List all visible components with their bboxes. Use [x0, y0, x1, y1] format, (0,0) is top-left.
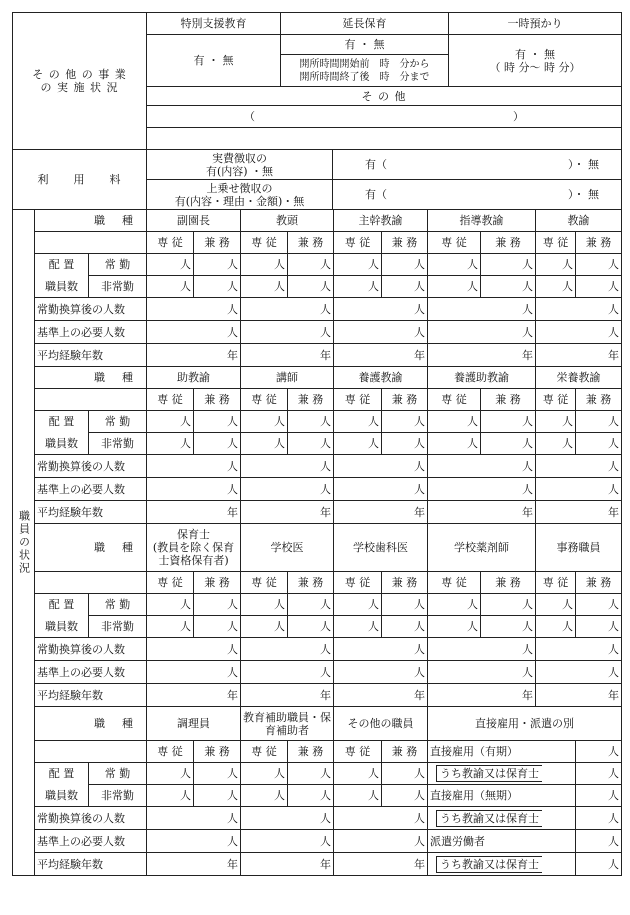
required-input[interactable]: 人: [536, 321, 622, 344]
job-type-label: 職 種: [35, 707, 147, 741]
full-time-header: 専 従: [334, 232, 382, 254]
blank-cell: [35, 741, 147, 763]
full-time-header: 専 従: [334, 741, 382, 763]
staff-row: [13, 276, 622, 298]
temporary-care-field[interactable]: 有 ・ 無 （ 時 分～ 時 分）: [449, 35, 622, 87]
teacher-nursery-fixed-label-text: うち教諭又は保育士: [436, 765, 542, 782]
dispatched-input[interactable]: 人: [576, 830, 622, 853]
fte-label: 常勤換算後の人数: [35, 807, 147, 830]
role-header: 講師: [241, 367, 334, 389]
staff-row: [13, 389, 622, 411]
count-input[interactable]: 人: [536, 254, 576, 276]
role-header: 事務職員: [536, 524, 622, 572]
count-input[interactable]: 人: [241, 785, 288, 807]
concurrent-header: 兼 務: [481, 232, 536, 254]
full-time-header: 専 従: [241, 232, 288, 254]
count-input[interactable]: 人: [334, 616, 382, 638]
fte-input[interactable]: 人: [241, 807, 334, 830]
staff-count-label: 職員数: [35, 785, 89, 807]
count-input[interactable]: 人: [334, 411, 382, 433]
count-input[interactable]: 人: [382, 594, 428, 616]
teacher-nursery-unfixed-input[interactable]: 人: [576, 807, 622, 830]
fte-input[interactable]: 人: [536, 298, 622, 321]
staff-row: [13, 455, 622, 478]
part-time-label: 非常勤: [89, 616, 147, 638]
count-input[interactable]: 人: [288, 763, 334, 785]
staff-count-label: 職員数: [35, 616, 89, 638]
role-header: 教育補助職員・保育補助者: [241, 707, 334, 741]
count-input[interactable]: 人: [194, 616, 241, 638]
count-input[interactable]: 人: [536, 616, 576, 638]
role-header: 指導教諭: [428, 210, 536, 232]
avg-years-input[interactable]: 年: [334, 501, 428, 524]
required-input[interactable]: 人: [428, 661, 536, 684]
other-blank: [147, 128, 622, 150]
required-input[interactable]: 人: [147, 478, 241, 501]
role-header: 学校薬剤師: [428, 524, 536, 572]
concurrent-header: 兼 務: [576, 389, 622, 411]
count-input[interactable]: 人: [576, 594, 622, 616]
other-projects-table: [12, 12, 622, 150]
role-header: 副園長: [147, 210, 241, 232]
extended-care-header: 延長保育: [281, 13, 449, 35]
avg-years-input[interactable]: 年: [147, 853, 241, 876]
required-input[interactable]: 人: [428, 321, 536, 344]
count-input[interactable]: 人: [334, 276, 382, 298]
count-input[interactable]: 人: [382, 433, 428, 455]
required-input[interactable]: 人: [334, 478, 428, 501]
count-input[interactable]: 人: [288, 433, 334, 455]
count-input[interactable]: 人: [147, 411, 194, 433]
count-input[interactable]: 人: [576, 276, 622, 298]
count-input[interactable]: 人: [481, 254, 536, 276]
count-input[interactable]: 人: [536, 411, 576, 433]
count-input[interactable]: 人: [147, 616, 194, 638]
full-time-header: 専 従: [536, 232, 576, 254]
count-input[interactable]: 人: [481, 616, 536, 638]
full-time-header: 専 従: [241, 741, 288, 763]
full-time-header: 専 従: [241, 389, 288, 411]
fte-input[interactable]: 人: [241, 638, 334, 661]
required-input[interactable]: 人: [334, 661, 428, 684]
avg-years-input[interactable]: 年: [428, 501, 536, 524]
count-input[interactable]: 人: [334, 785, 382, 807]
regular-label: 常 勤: [89, 763, 147, 785]
count-input[interactable]: 人: [194, 785, 241, 807]
avg-years-input[interactable]: 年: [147, 344, 241, 367]
count-input[interactable]: 人: [288, 254, 334, 276]
fte-input[interactable]: 人: [334, 455, 428, 478]
concurrent-header: 兼 務: [382, 572, 428, 594]
part-time-label: 非常勤: [89, 785, 147, 807]
concurrent-header: 兼 務: [194, 741, 241, 763]
staff-row: [13, 367, 622, 389]
full-time-header: 専 従: [536, 389, 576, 411]
concurrent-header: 兼 務: [481, 389, 536, 411]
count-input[interactable]: 人: [428, 411, 481, 433]
full-time-header: 専 従: [147, 572, 194, 594]
concurrent-header: 兼 務: [194, 232, 241, 254]
fte-input[interactable]: 人: [241, 298, 334, 321]
avg-years-input[interactable]: 年: [241, 501, 334, 524]
staff-row: [13, 661, 622, 684]
direct-unfixed-label: 直接雇用（無期）: [428, 785, 576, 807]
full-time-header: 専 従: [334, 389, 382, 411]
count-input[interactable]: 人: [334, 433, 382, 455]
job-type-label: 職 種: [35, 524, 147, 572]
fte-input[interactable]: 人: [428, 455, 536, 478]
count-input[interactable]: 人: [147, 276, 194, 298]
count-input[interactable]: 人: [288, 616, 334, 638]
fte-label: 常勤換算後の人数: [35, 455, 147, 478]
direct-unfixed-input[interactable]: 人: [576, 785, 622, 807]
count-input[interactable]: 人: [382, 616, 428, 638]
staff-count-label: 職員数: [35, 276, 89, 298]
role-header: 養護教諭: [334, 367, 428, 389]
count-input[interactable]: 人: [334, 254, 382, 276]
count-input[interactable]: 人: [194, 276, 241, 298]
teacher-nursery-fixed-input[interactable]: 人: [576, 763, 622, 785]
required-label: 基準上の必要人数: [35, 661, 147, 684]
concurrent-header: 兼 務: [194, 389, 241, 411]
count-input[interactable]: 人: [194, 411, 241, 433]
count-input[interactable]: 人: [481, 433, 536, 455]
employment-header: 直接雇用・派遣の別: [428, 707, 622, 741]
concurrent-header: 兼 務: [576, 232, 622, 254]
placement-label: 配 置: [35, 411, 89, 433]
staff-row: [13, 433, 622, 455]
special-support-yes-no[interactable]: 有 ・ 無: [147, 35, 281, 87]
staff-row: [13, 524, 622, 572]
staff-row: [13, 830, 622, 853]
count-input[interactable]: 人: [382, 785, 428, 807]
required-label: 基準上の必要人数: [35, 830, 147, 853]
other-input[interactable]: （ ）: [147, 106, 622, 128]
count-input[interactable]: 人: [147, 254, 194, 276]
count-input[interactable]: 人: [288, 785, 334, 807]
count-input[interactable]: 人: [334, 594, 382, 616]
count-input[interactable]: 人: [481, 411, 536, 433]
extra-fee-value[interactable]: 有（ ）・ 無: [333, 180, 622, 210]
teacher-nursery-fixed-label: [428, 763, 576, 785]
job-type-label: 職 種: [35, 367, 147, 389]
staff-row: [13, 853, 622, 876]
fees-label: 利 用 料: [13, 150, 147, 210]
role-header: その他の職員: [334, 707, 428, 741]
blank-cell: [35, 389, 147, 411]
staff-row: [13, 232, 622, 254]
count-input[interactable]: 人: [288, 411, 334, 433]
count-input[interactable]: 人: [481, 594, 536, 616]
full-time-header: 専 従: [241, 572, 288, 594]
concurrent-header: 兼 務: [288, 389, 334, 411]
fte-input[interactable]: 人: [428, 638, 536, 661]
avg-years-input[interactable]: 年: [536, 501, 622, 524]
extended-care-yes-no[interactable]: 有 ・ 無: [281, 35, 449, 55]
count-input[interactable]: 人: [576, 254, 622, 276]
count-input[interactable]: 人: [147, 785, 194, 807]
staff-row: [13, 572, 622, 594]
concurrent-header: 兼 務: [288, 741, 334, 763]
placement-label: 配 置: [35, 763, 89, 785]
count-input[interactable]: 人: [576, 616, 622, 638]
role-header: 学校医: [241, 524, 334, 572]
staff-row: [13, 344, 622, 367]
count-input[interactable]: 人: [536, 276, 576, 298]
avg-years-input[interactable]: 年: [536, 344, 622, 367]
staff-row: [13, 298, 622, 321]
other-label: そ の 他: [147, 87, 622, 106]
required-input[interactable]: 人: [147, 661, 241, 684]
avg-years-input[interactable]: 年: [241, 684, 334, 707]
blank-cell: [35, 572, 147, 594]
regular-label: 常 勤: [89, 594, 147, 616]
staff-row: [13, 321, 622, 344]
extended-care-hours[interactable]: 開所時間開始前 時 分から 開所時間終了後 時 分まで: [281, 55, 449, 87]
avg-years-input[interactable]: 年: [536, 684, 622, 707]
count-input[interactable]: 人: [241, 276, 288, 298]
count-input[interactable]: 人: [428, 433, 481, 455]
full-time-header: 専 従: [147, 232, 194, 254]
full-time-header: 専 従: [428, 232, 481, 254]
staff-row: [13, 785, 622, 807]
direct-fixed-label: 直接雇用（有期）: [428, 741, 576, 763]
concurrent-header: 兼 務: [194, 572, 241, 594]
staff-row: [13, 478, 622, 501]
full-time-header: 専 従: [147, 741, 194, 763]
count-input[interactable]: 人: [382, 763, 428, 785]
staff-row: [13, 616, 622, 638]
count-input[interactable]: 人: [428, 616, 481, 638]
required-input[interactable]: 人: [428, 478, 536, 501]
facility-report-form: [12, 12, 621, 876]
staff-row: [13, 741, 622, 763]
actual-fee-label: 実費徴収の 有(内容) ・無: [147, 150, 333, 180]
fees-table: [12, 149, 622, 210]
count-input[interactable]: 人: [536, 594, 576, 616]
temporary-care-header: 一時預かり: [449, 13, 622, 35]
full-time-header: 専 従: [428, 389, 481, 411]
count-input[interactable]: 人: [481, 276, 536, 298]
required-input[interactable]: 人: [536, 661, 622, 684]
role-header: 保育士 (教員を除く保育士資格保有者): [147, 524, 241, 572]
staff-section-label-text: 職員の状況: [17, 510, 31, 575]
role-header: 学校歯科医: [334, 524, 428, 572]
placement-label: 配 置: [35, 254, 89, 276]
part-time-label: 非常勤: [89, 276, 147, 298]
placement-label: 配 置: [35, 594, 89, 616]
part-time-label: 非常勤: [89, 433, 147, 455]
fte-input[interactable]: 人: [428, 298, 536, 321]
role-header: 助教諭: [147, 367, 241, 389]
other-projects-label: そ の 他 の 事 業 の 実 施 状 況: [13, 13, 147, 150]
staff-row: [13, 638, 622, 661]
role-header: 教頭: [241, 210, 334, 232]
avg-years-label: 平均経験年数: [35, 853, 147, 876]
required-input[interactable]: 人: [334, 321, 428, 344]
concurrent-header: 兼 務: [288, 572, 334, 594]
avg-years-label: 平均経験年数: [35, 344, 147, 367]
fte-input[interactable]: 人: [536, 638, 622, 661]
staff-section-label: [13, 210, 35, 876]
role-header: 調理員: [147, 707, 241, 741]
avg-years-input[interactable]: 年: [428, 344, 536, 367]
count-input[interactable]: 人: [536, 433, 576, 455]
job-type-label: 職 種: [35, 210, 147, 232]
teacher-nursery-dispatched-label-text: うち教諭又は保育士: [436, 856, 542, 873]
fte-input[interactable]: 人: [334, 298, 428, 321]
count-input[interactable]: 人: [241, 616, 288, 638]
role-header: 栄養教諭: [536, 367, 622, 389]
concurrent-header: 兼 務: [382, 389, 428, 411]
fte-input[interactable]: 人: [334, 807, 428, 830]
avg-years-input[interactable]: 年: [334, 853, 428, 876]
count-input[interactable]: 人: [428, 276, 481, 298]
avg-years-label: 平均経験年数: [35, 501, 147, 524]
fte-label: 常勤換算後の人数: [35, 298, 147, 321]
count-input[interactable]: 人: [194, 254, 241, 276]
count-input[interactable]: 人: [147, 763, 194, 785]
staff-row: [13, 501, 622, 524]
role-header: 主幹教諭: [334, 210, 428, 232]
role-header: 教諭: [536, 210, 622, 232]
regular-label: 常 勤: [89, 254, 147, 276]
avg-years-label: 平均経験年数: [35, 684, 147, 707]
fte-input[interactable]: 人: [536, 455, 622, 478]
direct-fixed-input[interactable]: 人: [576, 741, 622, 763]
staff-row: [13, 684, 622, 707]
avg-years-input[interactable]: 年: [147, 684, 241, 707]
staff-row: [13, 254, 622, 276]
teacher-nursery-unfixed-label: [428, 807, 576, 830]
count-input[interactable]: 人: [576, 433, 622, 455]
actual-fee-value[interactable]: 有（ ）・ 無: [333, 150, 622, 180]
avg-years-input[interactable]: 年: [147, 501, 241, 524]
concurrent-header: 兼 務: [382, 741, 428, 763]
required-input[interactable]: 人: [241, 478, 334, 501]
concurrent-header: 兼 務: [382, 232, 428, 254]
count-input[interactable]: 人: [428, 594, 481, 616]
full-time-header: 専 従: [147, 389, 194, 411]
count-input[interactable]: 人: [194, 594, 241, 616]
count-input[interactable]: 人: [576, 411, 622, 433]
full-time-header: 専 従: [536, 572, 576, 594]
required-input[interactable]: 人: [241, 321, 334, 344]
extra-fee-label: 上乗せ徴収の 有(内容・理由・金額)・無: [147, 180, 333, 210]
fte-input[interactable]: 人: [147, 638, 241, 661]
fte-input[interactable]: 人: [334, 638, 428, 661]
teacher-nursery-dispatched-label: [428, 853, 576, 876]
count-input[interactable]: 人: [382, 254, 428, 276]
required-input[interactable]: 人: [147, 321, 241, 344]
staff-table: [12, 209, 622, 876]
fte-label: 常勤換算後の人数: [35, 638, 147, 661]
count-input[interactable]: 人: [194, 763, 241, 785]
staff-row: [13, 807, 622, 830]
fte-input[interactable]: 人: [147, 807, 241, 830]
avg-years-input[interactable]: 年: [334, 344, 428, 367]
required-input[interactable]: 人: [241, 830, 334, 853]
blank-cell: [35, 232, 147, 254]
fte-input[interactable]: 人: [241, 455, 334, 478]
staff-row: [13, 210, 622, 232]
dispatched-label: 派遣労働者: [428, 830, 576, 853]
count-input[interactable]: 人: [241, 254, 288, 276]
required-input[interactable]: 人: [334, 830, 428, 853]
full-time-header: 専 従: [334, 572, 382, 594]
regular-label: 常 勤: [89, 411, 147, 433]
staff-row: [13, 594, 622, 616]
count-input[interactable]: 人: [428, 254, 481, 276]
count-input[interactable]: 人: [241, 411, 288, 433]
required-label: 基準上の必要人数: [35, 478, 147, 501]
staff-count-label: 職員数: [35, 433, 89, 455]
concurrent-header: 兼 務: [576, 572, 622, 594]
count-input[interactable]: 人: [334, 763, 382, 785]
avg-years-input[interactable]: 年: [241, 853, 334, 876]
staff-row: [13, 707, 622, 741]
count-input[interactable]: 人: [241, 594, 288, 616]
fte-input[interactable]: 人: [147, 298, 241, 321]
fte-input[interactable]: 人: [147, 455, 241, 478]
teacher-nursery-dispatched-input[interactable]: 人: [576, 853, 622, 876]
special-support-header: 特別支援教育: [147, 13, 281, 35]
required-input[interactable]: 人: [147, 830, 241, 853]
required-input[interactable]: 人: [536, 478, 622, 501]
full-time-header: 専 従: [428, 572, 481, 594]
avg-years-input[interactable]: 年: [334, 684, 428, 707]
avg-years-input[interactable]: 年: [241, 344, 334, 367]
count-input[interactable]: 人: [382, 276, 428, 298]
count-input[interactable]: 人: [382, 411, 428, 433]
required-label: 基準上の必要人数: [35, 321, 147, 344]
count-input[interactable]: 人: [147, 594, 194, 616]
concurrent-header: 兼 務: [288, 232, 334, 254]
teacher-nursery-unfixed-label-text: うち教諭又は保育士: [436, 810, 542, 827]
staff-row: [13, 763, 622, 785]
count-input[interactable]: 人: [194, 433, 241, 455]
count-input[interactable]: 人: [241, 433, 288, 455]
staff-row: [13, 411, 622, 433]
count-input[interactable]: 人: [147, 433, 194, 455]
concurrent-header: 兼 務: [481, 572, 536, 594]
role-header: 養護助教諭: [428, 367, 536, 389]
count-input[interactable]: 人: [241, 763, 288, 785]
required-input[interactable]: 人: [241, 661, 334, 684]
count-input[interactable]: 人: [288, 276, 334, 298]
count-input[interactable]: 人: [288, 594, 334, 616]
avg-years-input[interactable]: 年: [428, 684, 536, 707]
